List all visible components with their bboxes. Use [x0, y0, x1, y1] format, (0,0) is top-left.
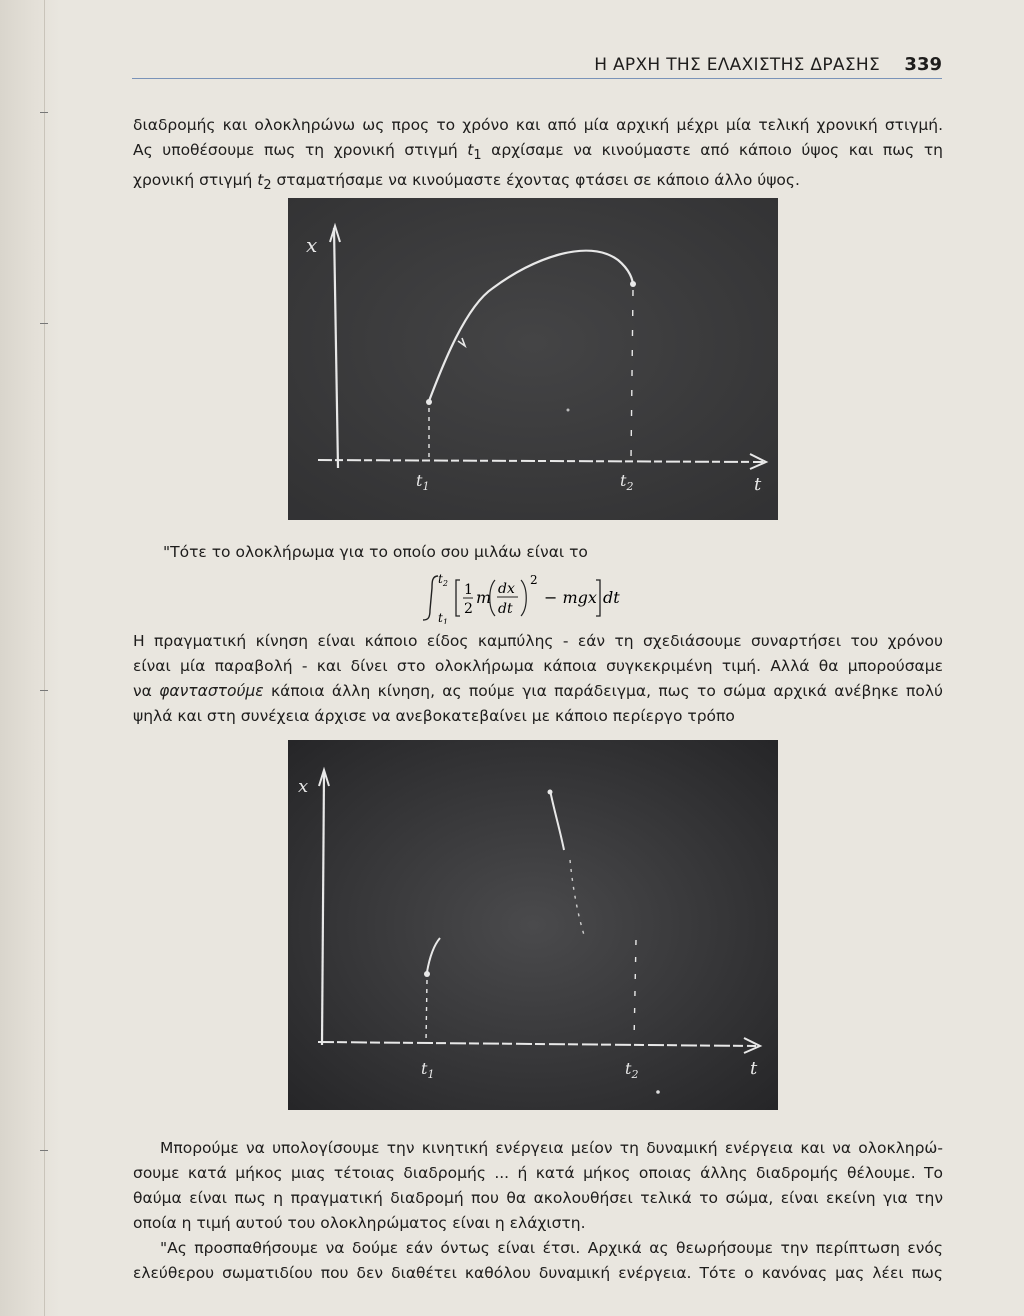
binding-mark: [40, 323, 48, 324]
text-line: διαδρομής και ολοκληρώνω ως προς το χρόνο και από μία αρχική μέχρι μία τελική χρονική στιγμή.: [133, 116, 943, 134]
binding-gutter: [44, 0, 45, 1316]
text-line: Μπορούμε να υπολογίσουμε την κινητική ενέργεια μείον τη δυναμική ενέργεια και να ολοκληρώ-: [160, 1139, 943, 1157]
text-line: χρονική στιγμή $t_2$ σταματήσαμε να κινούμαστε έχοντας φτάσει σε κάποιο άλλο ύψος.: [133, 171, 800, 194]
text-line: ελεύθερου σωματιδίου που δεν διαθέτει καθόλου δυναμική ενέργεια. Τότε ο κανόνας μας λέει πως: [133, 1264, 943, 1282]
paragraph-path-integral-intro: [133, 113, 943, 198]
lower-limit: $t_1$: [438, 611, 448, 624]
paragraph-free-particle: [133, 1236, 943, 1286]
derivative-numerator: dx: [498, 581, 515, 597]
page-number: 339: [904, 54, 942, 75]
derivative-denominator: dt: [498, 601, 513, 617]
y-axis-label: x: [306, 233, 318, 257]
half-denominator: 2: [464, 601, 473, 617]
paragraph-least-action: [133, 1136, 943, 1236]
differential: dt: [603, 588, 620, 607]
paragraph-integral-lead: [163, 540, 763, 565]
binding-mark: [40, 690, 48, 691]
text-line: να φανταστούμε κάποια άλλη κίνηση, ας πούμε για παράδειγμα, πως το σώμα αρχικά ανέβηκε πολύ: [133, 682, 943, 700]
text-line: είναι μία παραβολή - και δίνει στο ολοκλήρωμα κάποια συγκεκριμένη τιμή. Αλλά θα μπορούσαμε: [133, 657, 943, 675]
right-paren: [521, 580, 526, 616]
text-line: σουμε κατά μήκος μιας τέτοιας διαδρομής ... ή κατά μήκος οποιας άλλης διαδρομής θέλουμε. Το: [133, 1164, 943, 1182]
t-axis-label: t: [754, 474, 762, 495]
text-line: "Ας προσπαθήσουμε να δούμε εάν όντως είναι έτσι. Αρχικά ας θεωρήσουμε την περίπτωση ενός: [160, 1239, 943, 1257]
upper-limit: $t_2$: [438, 572, 448, 588]
t2-label: $t_2$: [625, 1059, 639, 1081]
binding-mark: [40, 1150, 48, 1151]
figure-blackboard-parabola: [288, 198, 778, 520]
text-line: ψηλά και στη συνέχεια άρχισε να ανεβοκατεβαίνει με κάποιο περίεργο τρόπο: [133, 707, 735, 725]
exponent: 2: [530, 573, 538, 587]
t-axis-label: t: [750, 1058, 758, 1079]
text-line: "Τότε το ολοκλήρωμα για το οποίο σου μιλάω είναι το: [163, 543, 588, 561]
text-line: θαύμα είναι πως η πραγματική διαδρομή που θα ακολουθήσει τελικά το σώμα, είναι εκείνη για την: [133, 1189, 943, 1207]
action-integral-formula: [420, 572, 720, 624]
integral-sign: [423, 576, 438, 620]
formula-render: [420, 572, 720, 624]
half-numerator: 1: [464, 582, 473, 598]
text-line: Η πραγματική κίνηση είναι κάποιο είδος καμπύλης - εάν τη σχεδιάσουμε συναρτήσει του χρόνου: [133, 632, 943, 650]
y-axis-label: x: [298, 776, 309, 797]
blackboard-drawing-1: [288, 198, 778, 520]
t2-label: $t_2$: [620, 471, 634, 493]
figure-blackboard-wiggly-path: [288, 740, 778, 1110]
chapter-title: Η ΑΡΧΗ ΤΗΣ ΕΛΑΧΙΣΤΗΣ ΔΡΑΣΗΣ: [594, 55, 880, 75]
header-rule: [132, 78, 942, 79]
potential-term: − mgx: [544, 588, 597, 607]
running-header: [132, 52, 942, 82]
page-binding-shadow: [0, 0, 60, 1316]
t1-label: $t_1$: [416, 471, 430, 493]
left-bracket: [456, 580, 460, 616]
text-line: Ας υποθέσουμε πως τη χρονική στιγμή $t_1$ αρχίσαμε να κινούμαστε από κάποιο ύψος και πως τη: [133, 141, 944, 164]
mass-symbol: m: [476, 588, 492, 607]
binding-mark: [40, 112, 48, 113]
t1-label: $t_1$: [421, 1059, 435, 1081]
paragraph-parabola: [133, 629, 943, 729]
blackboard-drawing-2: [288, 740, 778, 1110]
text-line: οποία η τιμή αυτού του ολοκληρώματος είναι η ελάχιστη.: [133, 1214, 586, 1232]
